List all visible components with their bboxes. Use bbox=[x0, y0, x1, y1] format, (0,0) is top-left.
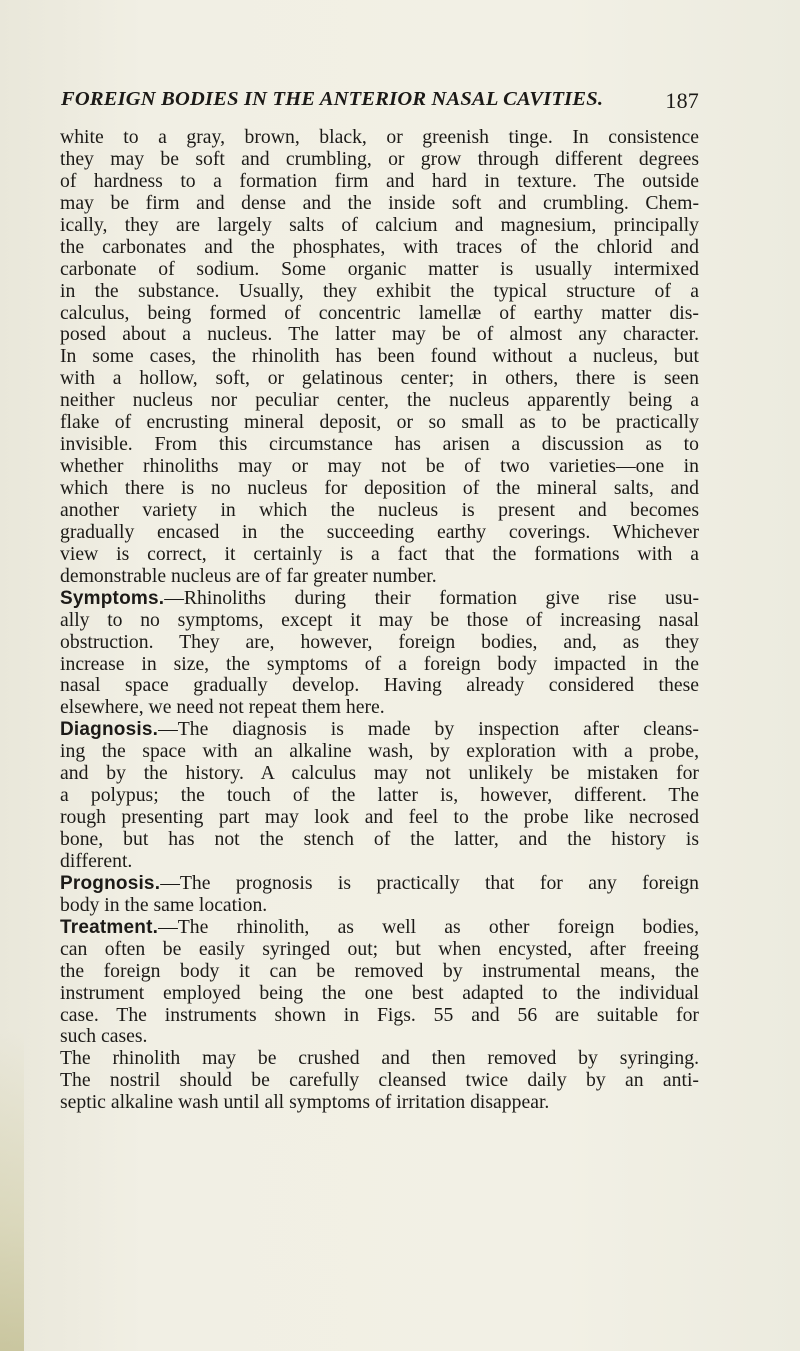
text-line: neither nucleus nor peculiar center, the nucleus apparently being a bbox=[60, 389, 699, 412]
text-line: increase in size, the symptoms of a foreign body impacted in the bbox=[60, 652, 699, 675]
text-line: posed about a nucleus. The latter may be of almost any character. bbox=[60, 323, 699, 346]
text-line: they may be soft and crumbling, or grow through different degrees bbox=[60, 147, 699, 170]
text-line: invisible. From this circumstance has arisen a discussion as to bbox=[60, 433, 699, 456]
text-line bbox=[60, 588, 699, 610]
text-line: rough presenting part may look and feel to the probe like necrosed bbox=[60, 806, 699, 829]
text-line: the carbonates and the phosphates, with traces of the chlorid and bbox=[60, 235, 699, 258]
page-edge-shading bbox=[0, 1031, 24, 1351]
text-line: may be firm and dense and the inside soft and crumbling. Chem- bbox=[60, 191, 699, 214]
running-header bbox=[61, 88, 699, 118]
text-line: instrument employed being the one best adapted to the individual bbox=[60, 981, 699, 1004]
text-line: different. bbox=[60, 849, 133, 872]
text-line: obstruction. They are, however, foreign bodies, and, as they bbox=[60, 630, 699, 653]
page-body bbox=[60, 127, 699, 1114]
text-run: —The diagnosis is made by inspection after cleans- bbox=[158, 718, 699, 741]
paragraph-treatment bbox=[60, 917, 699, 1049]
text-line: a polypus; the touch of the latter is, however, different. The bbox=[60, 784, 699, 807]
text-line: view is correct, it certainly is a fact that the formations with a bbox=[60, 542, 699, 565]
page-number: 187 bbox=[665, 88, 699, 113]
text-run: —The rhinolith, as well as other foreign bodies, bbox=[158, 915, 699, 938]
text-line: The nostril should be carefully cleansed twice daily by an anti- bbox=[60, 1069, 699, 1092]
text-line: white to a gray, brown, black, or greenish tinge. In consistence bbox=[60, 126, 699, 148]
text-line bbox=[60, 873, 699, 895]
text-line: nasal space gradually develop. Having already considered these bbox=[60, 674, 699, 697]
text-line: In some cases, the rhinolith has been found without a nucleus, but bbox=[60, 345, 699, 368]
text-line: body in the same location. bbox=[60, 893, 268, 916]
text-line bbox=[60, 719, 699, 741]
paragraph-symptoms bbox=[60, 588, 699, 720]
text-line: of hardness to a formation firm and hard in texture. The outside bbox=[60, 169, 699, 192]
text-line: The rhinolith may be crushed and then removed by syringing. bbox=[60, 1047, 699, 1070]
text-run: —The prognosis is practically that for any foreign bbox=[160, 871, 699, 894]
paragraph-closing bbox=[60, 1048, 699, 1114]
text-line: with a hollow, soft, or gelatinous center; in others, there is seen bbox=[60, 367, 699, 390]
text-line: flake of encrusting mineral deposit, or so small as to be practically bbox=[60, 411, 699, 434]
text-line: ically, they are largely salts of calcium and magnesium, principally bbox=[60, 213, 699, 236]
text-line: another variety in which the nucleus is present and becomes bbox=[60, 498, 699, 521]
text-line: and by the history. A calculus may not unlikely be mistaken for bbox=[60, 762, 699, 785]
section-heading-diagnosis: Diagnosis. bbox=[60, 719, 159, 741]
text-line: the foreign body it can be removed by instrumental means, the bbox=[60, 959, 699, 982]
running-title: FOREIGN BODIES IN THE ANTERIOR NASAL CAVITIES. bbox=[61, 88, 604, 110]
section-heading-treatment: Treatment. bbox=[60, 916, 159, 938]
text-line: ally to no symptoms, except it may be those of increasing nasal bbox=[60, 608, 699, 631]
text-line: case. The instruments shown in Figs. 55 and 56 are suitable for bbox=[60, 1003, 699, 1026]
text-line: which there is no nucleus for deposition of the mineral salts, and bbox=[60, 477, 699, 499]
text-line: calculus, being formed of concentric lamellæ of earthy matter dis- bbox=[60, 301, 699, 324]
text-line: such cases. bbox=[60, 1025, 148, 1048]
paragraph-continuation bbox=[60, 127, 699, 588]
paragraph-diagnosis bbox=[60, 719, 699, 873]
section-heading-prognosis: Prognosis. bbox=[60, 872, 161, 894]
text-line: whether rhinoliths may or may not be of two varieties—one in bbox=[60, 455, 699, 478]
text-line: carbonate of sodium. Some organic matter is usually intermixed bbox=[60, 257, 699, 280]
paragraph-prognosis bbox=[60, 873, 699, 917]
text-line: in the substance. Usually, they exhibit the typical structure of a bbox=[60, 279, 699, 302]
text-line: elsewhere, we need not repeat them here. bbox=[60, 696, 385, 719]
text-line: bone, but has not the stench of the latter, and the history is bbox=[60, 828, 699, 850]
text-line: can often be easily syringed out; but when encysted, after freeing bbox=[60, 937, 699, 960]
text-line bbox=[60, 917, 699, 939]
text-run: —Rhinoliths during their formation give rise usu- bbox=[164, 586, 699, 609]
text-line: gradually encased in the succeeding earthy coverings. Whichever bbox=[60, 520, 699, 543]
text-line: septic alkaline wash until all symptoms of irritation disappear. bbox=[60, 1091, 550, 1114]
text-line: ing the space with an alkaline wash, by exploration with a probe, bbox=[60, 740, 699, 763]
text-line: demonstrable nucleus are of far greater number. bbox=[60, 564, 437, 587]
section-heading-symptoms: Symptoms. bbox=[60, 587, 165, 609]
